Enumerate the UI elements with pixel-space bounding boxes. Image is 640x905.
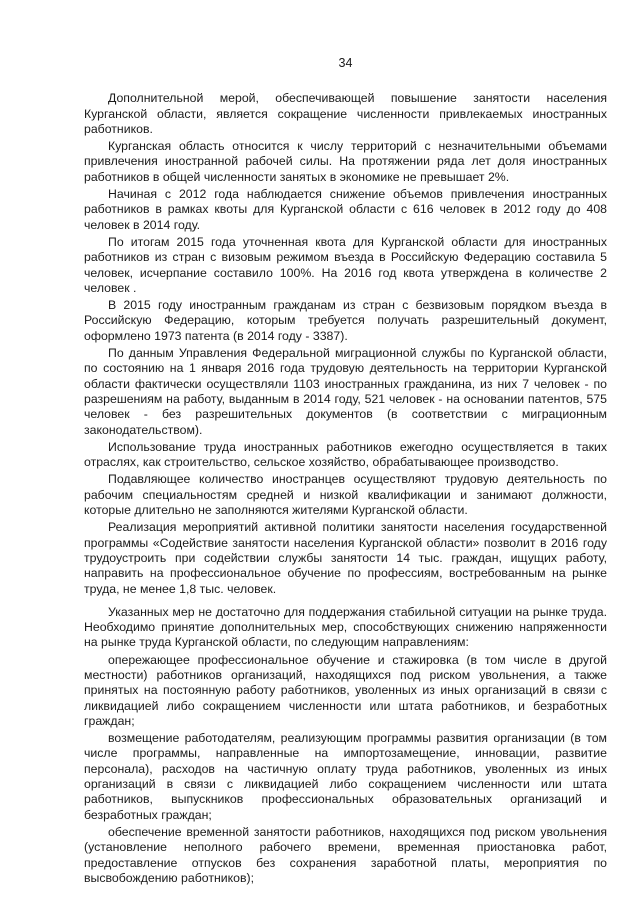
paragraph-9: Реализация мероприятий активной политики занятости населения государственной программы «Содействие занятости населения Курганской области» позволит в 2016 году трудоустроить при содействии службы занятости 14 тыс. граждан, ищущих работу, направить на профессиональное обучение по профессиям, востребованным на рынке труда, не менее 1,8 тыс. человек. (84, 520, 607, 596)
paragraph-6: По данным Управления Федеральной миграционной службы по Курганской области, по состоянию на 1 января 2016 года трудовую деятельность на территории Курганской области фактически осуществляли 1103 иностранных гражданина, из них 7 человек - по разрешениям на работу, выданным в 2014 году, 521 человек - на основании патентов, 575 человек - без разрешительных документов (в соответствии с миграционным законодательством). (84, 346, 607, 437)
paragraph-1: Дополнительной мерой, обеспечивающей повышение занятости населения Курганской области, является сокращение численности привлекаемых иностранных работников. (84, 91, 607, 136)
document-page (84, 56, 607, 888)
paragraph-4: По итогам 2015 года уточненная квота для Курганской области для иностранных работников из стран с визовым режимом въезда в Российскую Федерацию составила 5 человек, исчерпание составило 100%. На 2016 год квота утверждена в количестве 2 человек . (84, 234, 607, 295)
page-number: 34 (338, 56, 353, 70)
paragraph-5: В 2015 году иностранным гражданам из стран с безвизовым порядком въезда в Российскую Федерацию, которым требуется получать разрешительный документ, оформлено 1973 патента (в 2014 году - 3387). (84, 298, 607, 343)
paragraph-11: опережающее профессиональное обучение и стажировка (в том числе в другой местности) работников организаций, находящихся под риском увольнения, а также принятых на постоянную работу работников, уволенных из иных организаций в связи с ликвидацией либо сокращением численности или штата работников, и безработных граждан; (84, 652, 607, 728)
paragraph-8: Подавляющее количество иностранцев осуществляют трудовую деятельность по рабочим специальностям средней и низкой квалификации и занимают должности, которые длительно не заполняются жителями Курганской области. (84, 472, 607, 518)
paragraph-3: Начиная с 2012 года наблюдается снижение объемов привлечения иностранных работников в рамках квоты для Курганской области с 616 человек в 2012 году до 408 человек в 2014 году. (84, 187, 607, 232)
paragraph-7: Использование труда иностранных работников ежегодно осуществляется в таких отраслях, как строительство, сельское хозяйство, обрабатывающее производство. (84, 439, 607, 470)
paragraph-10: Указанных мер не достаточно для поддержания стабильной ситуации на рынке труда. Необходимо принятие дополнительных мер, способствующих снижению напряженности на рынке труда Курганской области, по следующим направлениям: (84, 604, 607, 650)
paragraph-12: возмещение работодателям, реализующим программы развития организации (в том числе программы, направленные на импортозамещение, инновации, развитие персонала), расходов на частичную оплату труда работников, уволенных из иных организаций в связи с ликвидацией либо сокращением численности или штата работников, выпускников профессиональных образовательных организаций и безработных граждан; (84, 731, 607, 822)
paragraph-2: Курганская область относится к числу территорий с незначительными объемами привлечения иностранной рабочей силы. На протяжении ряда лет доля иностранных работников в общей численности занятых в экономике не превышает 2%. (84, 139, 607, 184)
paragraph-13: обеспечение временной занятости работников, находящихся под риском увольнения (установление неполного рабочего времени, временная приостановка работ, предоставление отпусков без сохранения заработной платы, мероприятия по высвобождению работников); (84, 824, 607, 885)
